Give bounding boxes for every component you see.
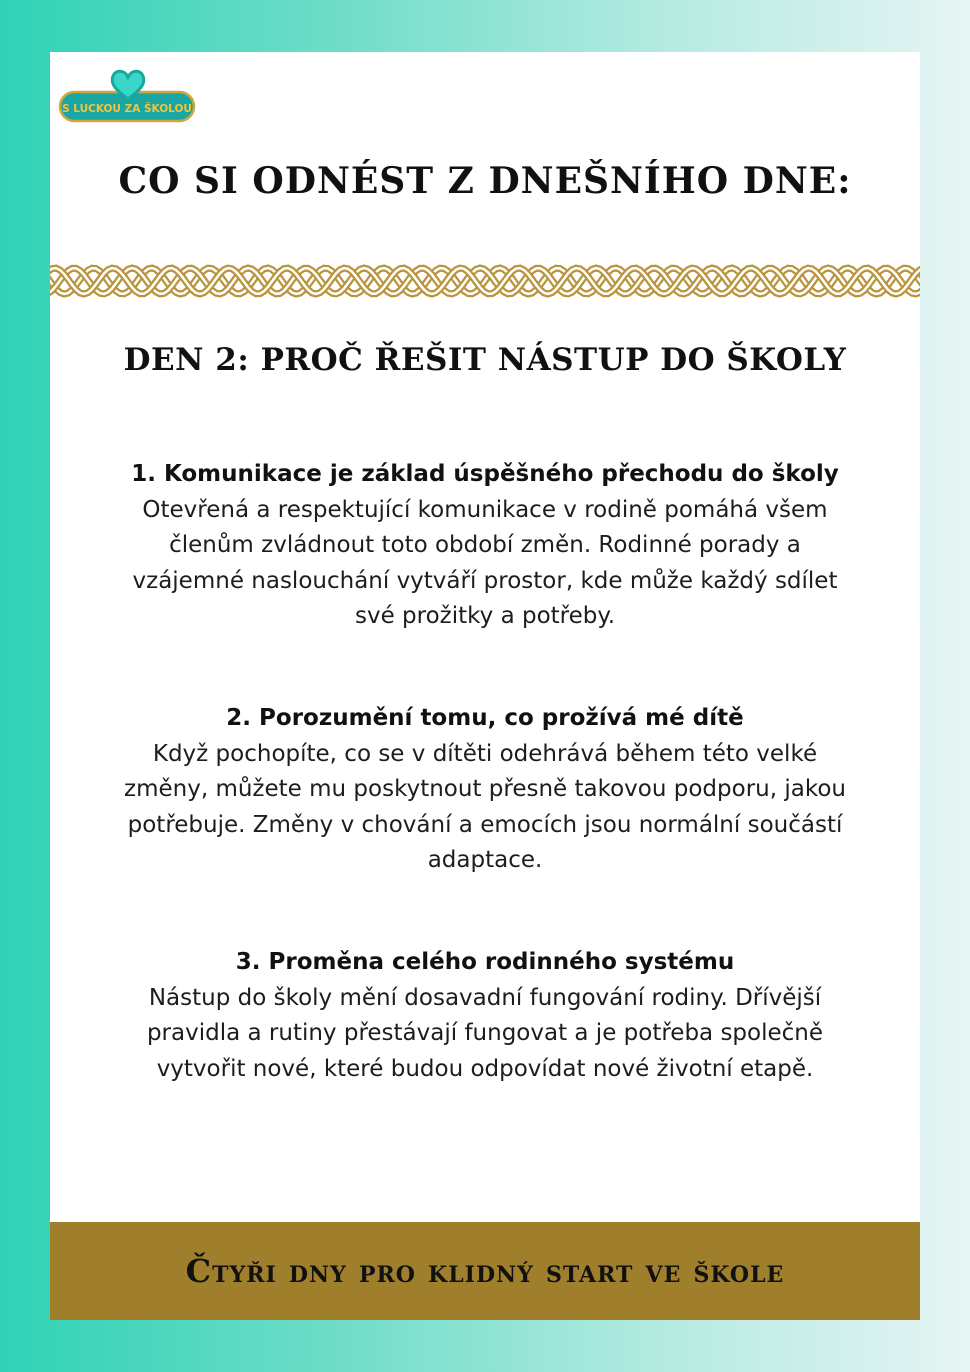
- section-family-system: [110, 945, 860, 1087]
- day-title: DEN 2: PROČ ŘEŠIT NÁSTUP DO ŠKOLY: [123, 342, 847, 378]
- section-communication: [110, 457, 860, 635]
- braid-ornament: [50, 260, 920, 302]
- footer-text: Čtyři dny pro klidný start ve škole: [185, 1252, 785, 1290]
- section-heading: 1. Komunikace je základ úspěšného přechodu do školy: [131, 461, 839, 487]
- section-body: Když pochopíte, co se v dítěti odehrává během této velké změny, můžete mu poskytnout přesně takovou podporu, jakou potřebuje. Změny v chování a emocích jsou normální součástí adaptace.: [124, 740, 846, 873]
- footer-banner: [50, 1222, 920, 1320]
- brand-logo: [58, 62, 198, 124]
- logo-text: S LUCKOU ZA ŠKOLOU: [62, 103, 192, 115]
- section-body: Otevřená a respektující komunikace v rodině pomáhá všem členům zvládnout toto období změn. Rodinné porady a vzájemné naslouchání vytváří prostor, kde může každý sdílet své prožitky a potřeby.: [132, 496, 838, 629]
- worksheet-card: [50, 52, 920, 1320]
- section-heading: 2. Porozumění tomu, co prožívá mé dítě: [226, 705, 744, 731]
- section-heading: 3. Proměna celého rodinného systému: [235, 949, 735, 975]
- section-understanding-child: [110, 701, 860, 879]
- page-title: CO SI ODNÉST Z DNEŠNÍHO DNE:: [118, 160, 852, 202]
- section-body: Nástup do školy mění dosavadní fungování rodiny. Dřívější pravidla a rutiny přestávají fungovat a je potřeba společně vytvořit nové, které budou odpovídat nové životní etapě.: [146, 984, 824, 1082]
